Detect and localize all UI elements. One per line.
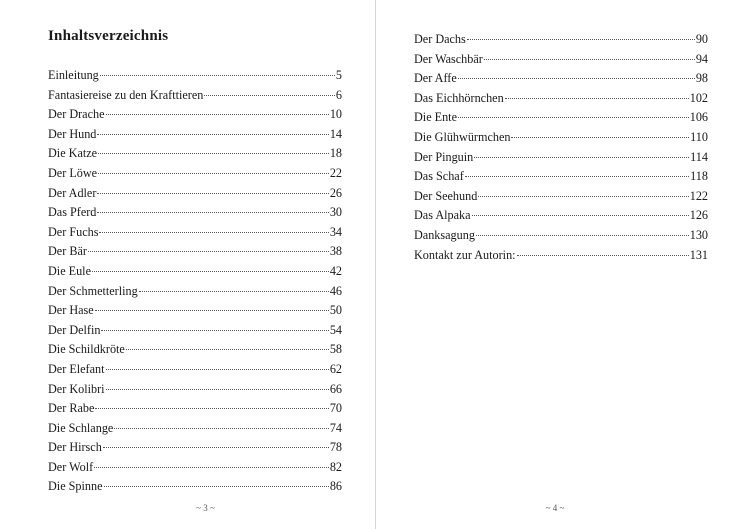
- dot-leader: [92, 271, 329, 272]
- toc-title: Inhaltsverzeichnis: [48, 28, 169, 44]
- toc-entry[interactable]: [48, 340, 342, 360]
- toc-entry[interactable]: [414, 206, 708, 226]
- toc-entry-page-number: 106: [689, 110, 708, 125]
- dot-leader: [101, 330, 328, 331]
- toc-entry-label: Der Drache: [48, 107, 105, 122]
- toc-entry-page-number: 94: [695, 51, 708, 66]
- toc-entry[interactable]: [414, 30, 708, 50]
- dot-leader: [94, 467, 329, 468]
- toc-entry[interactable]: [48, 262, 342, 282]
- dot-leader: [99, 232, 328, 233]
- dot-leader: [465, 176, 689, 177]
- toc-entry-label: Die Ente: [414, 110, 457, 125]
- toc-list-left: [48, 66, 342, 497]
- toc-entry-page-number: 118: [690, 169, 708, 184]
- toc-entry-page-number: 86: [329, 479, 342, 494]
- toc-entry[interactable]: [48, 144, 342, 164]
- toc-entry[interactable]: [414, 187, 708, 207]
- toc-entry-label: Der Bär: [48, 244, 87, 259]
- dot-leader: [458, 117, 689, 118]
- toc-entry[interactable]: [48, 105, 342, 125]
- dot-leader: [97, 134, 328, 135]
- toc-entry-page-number: 34: [329, 224, 342, 239]
- dot-leader: [103, 447, 329, 448]
- toc-entry-label: Danksagung: [414, 227, 475, 242]
- page-number-right: ~ 4 ~: [545, 503, 565, 513]
- toc-entry-label: Der Hirsch: [48, 440, 102, 455]
- toc-entry-label: Der Delfin: [48, 322, 101, 337]
- dot-leader: [98, 153, 329, 154]
- toc-entry[interactable]: [48, 477, 342, 497]
- toc-entry-label: Der Hund: [48, 126, 97, 141]
- dot-leader: [97, 193, 328, 194]
- toc-entry-page-number: 126: [689, 208, 708, 223]
- toc-entry-label: Der Löwe: [48, 165, 98, 180]
- toc-entry-page-number: 131: [689, 247, 708, 262]
- dot-leader: [467, 39, 695, 40]
- toc-entry-label: Kontakt zur Autorin:: [414, 247, 516, 262]
- toc-entry-label: Der Kolibri: [48, 381, 105, 396]
- dot-leader: [95, 310, 329, 311]
- dot-leader: [204, 95, 335, 96]
- toc-entry-label: Die Schildkröte: [48, 342, 125, 357]
- dot-leader: [126, 349, 329, 350]
- toc-entry[interactable]: [414, 226, 708, 246]
- toc-entry[interactable]: [48, 282, 342, 302]
- toc-entry[interactable]: [48, 380, 342, 400]
- toc-entry-label: Die Schlange: [48, 420, 114, 435]
- toc-entry[interactable]: [48, 301, 342, 321]
- toc-entry[interactable]: [48, 203, 342, 223]
- toc-entry[interactable]: [414, 69, 708, 89]
- dot-leader: [472, 215, 689, 216]
- dot-leader: [106, 389, 329, 390]
- toc-entry-label: Das Pferd: [48, 205, 97, 220]
- toc-entry-page-number: 122: [689, 188, 708, 203]
- toc-entry[interactable]: [414, 128, 708, 148]
- toc-entry[interactable]: [48, 86, 342, 106]
- toc-entry[interactable]: [48, 223, 342, 243]
- toc-entry-page-number: 38: [329, 244, 342, 259]
- toc-entry-page-number: 50: [329, 303, 342, 318]
- toc-entry-page-number: 10: [329, 107, 342, 122]
- right-page: [376, 0, 750, 529]
- toc-entry-page-number: 58: [329, 342, 342, 357]
- dot-leader: [88, 251, 329, 252]
- dot-leader: [517, 255, 689, 256]
- toc-entry[interactable]: [48, 419, 342, 439]
- toc-entry-page-number: 114: [690, 149, 708, 164]
- toc-entry-page-number: 130: [689, 227, 708, 242]
- toc-entry-label: Fantasiereise zu den Krafttieren: [48, 87, 204, 102]
- toc-entry[interactable]: [48, 164, 342, 184]
- toc-entry-label: Der Seehund: [414, 188, 478, 203]
- toc-entry[interactable]: [48, 438, 342, 458]
- toc-entry-label: Das Schaf: [414, 169, 464, 184]
- toc-entry-page-number: 110: [690, 129, 708, 144]
- toc-entry[interactable]: [414, 89, 708, 109]
- toc-entry-page-number: 62: [329, 361, 342, 376]
- toc-entry-label: Das Eichhörnchen: [414, 90, 504, 105]
- toc-entry-page-number: 54: [329, 322, 342, 337]
- dot-leader: [97, 212, 328, 213]
- toc-entry-label: Die Katze: [48, 146, 98, 161]
- toc-entry-page-number: 22: [329, 165, 342, 180]
- dot-leader: [139, 291, 329, 292]
- toc-entry[interactable]: [48, 321, 342, 341]
- toc-entry-label: Einleitung: [48, 68, 99, 82]
- toc-entry-label: Der Pinguin: [414, 149, 474, 164]
- toc-entry-label: Der Dachs: [414, 32, 466, 46]
- toc-entry[interactable]: [48, 184, 342, 204]
- toc-entry-page-number: 82: [329, 459, 342, 474]
- toc-entry-label: Der Rabe: [48, 401, 95, 416]
- dot-leader: [476, 235, 689, 236]
- dot-leader: [95, 408, 328, 409]
- toc-entry[interactable]: [414, 50, 708, 70]
- toc-entry[interactable]: [414, 108, 708, 128]
- toc-entry-page-number: 18: [329, 146, 342, 161]
- dot-leader: [458, 78, 695, 79]
- toc-entry[interactable]: [414, 246, 708, 266]
- toc-entry-label: Der Adler: [48, 185, 97, 200]
- toc-entry-label: Der Elefant: [48, 361, 105, 376]
- toc-entry-page-number: 46: [329, 283, 342, 298]
- toc-entry[interactable]: [48, 399, 342, 419]
- toc-entry-label: Die Glühwürmchen: [414, 129, 511, 144]
- toc-entry-page-number: 78: [329, 440, 342, 455]
- toc-entry[interactable]: [414, 167, 708, 187]
- dot-leader: [474, 157, 689, 158]
- toc-entry-page-number: 70: [329, 401, 342, 416]
- toc-entry-label: Der Fuchs: [48, 224, 99, 239]
- toc-entry-page-number: 42: [329, 263, 342, 278]
- dot-leader: [106, 114, 329, 115]
- toc-entry-page-number: 98: [695, 71, 708, 86]
- dot-leader: [106, 369, 329, 370]
- toc-entry[interactable]: [48, 360, 342, 380]
- toc-entry-page-number: 6: [335, 87, 342, 102]
- toc-entry-page-number: 5: [335, 68, 342, 82]
- dot-leader: [100, 75, 335, 76]
- dot-leader: [104, 486, 329, 487]
- toc-entry-label: Das Alpaka: [414, 208, 471, 223]
- dot-leader: [484, 59, 695, 60]
- toc-entry-label: Der Affe: [414, 71, 457, 86]
- toc-entry-page-number: 30: [329, 205, 342, 220]
- dot-leader: [511, 137, 689, 138]
- toc-entry[interactable]: [48, 458, 342, 478]
- toc-entry-page-number: 74: [329, 420, 342, 435]
- toc-entry[interactable]: [48, 66, 342, 86]
- toc-entry-page-number: 102: [689, 90, 708, 105]
- page-number-left: ~ 3 ~: [196, 503, 215, 513]
- toc-entry-label: Der Schmetterling: [48, 283, 138, 298]
- toc-entry-page-number: 90: [695, 32, 708, 46]
- dot-leader: [505, 98, 689, 99]
- dot-leader: [98, 173, 329, 174]
- toc-entry-label: Der Waschbär: [414, 51, 483, 66]
- toc-entry-page-number: 26: [329, 185, 342, 200]
- dot-leader: [114, 428, 328, 429]
- toc-entry-label: Der Hase: [48, 303, 94, 318]
- toc-entry-label: Die Spinne: [48, 479, 103, 494]
- dot-leader: [478, 196, 688, 197]
- toc-entry-page-number: 14: [329, 126, 342, 141]
- toc-entry-page-number: 66: [329, 381, 342, 396]
- toc-entry[interactable]: [48, 242, 342, 262]
- toc-list-right: [414, 30, 708, 265]
- toc-entry-label: Der Wolf: [48, 459, 94, 474]
- toc-entry[interactable]: [414, 148, 708, 168]
- toc-entry-label: Die Eule: [48, 263, 91, 278]
- toc-entry[interactable]: [48, 125, 342, 145]
